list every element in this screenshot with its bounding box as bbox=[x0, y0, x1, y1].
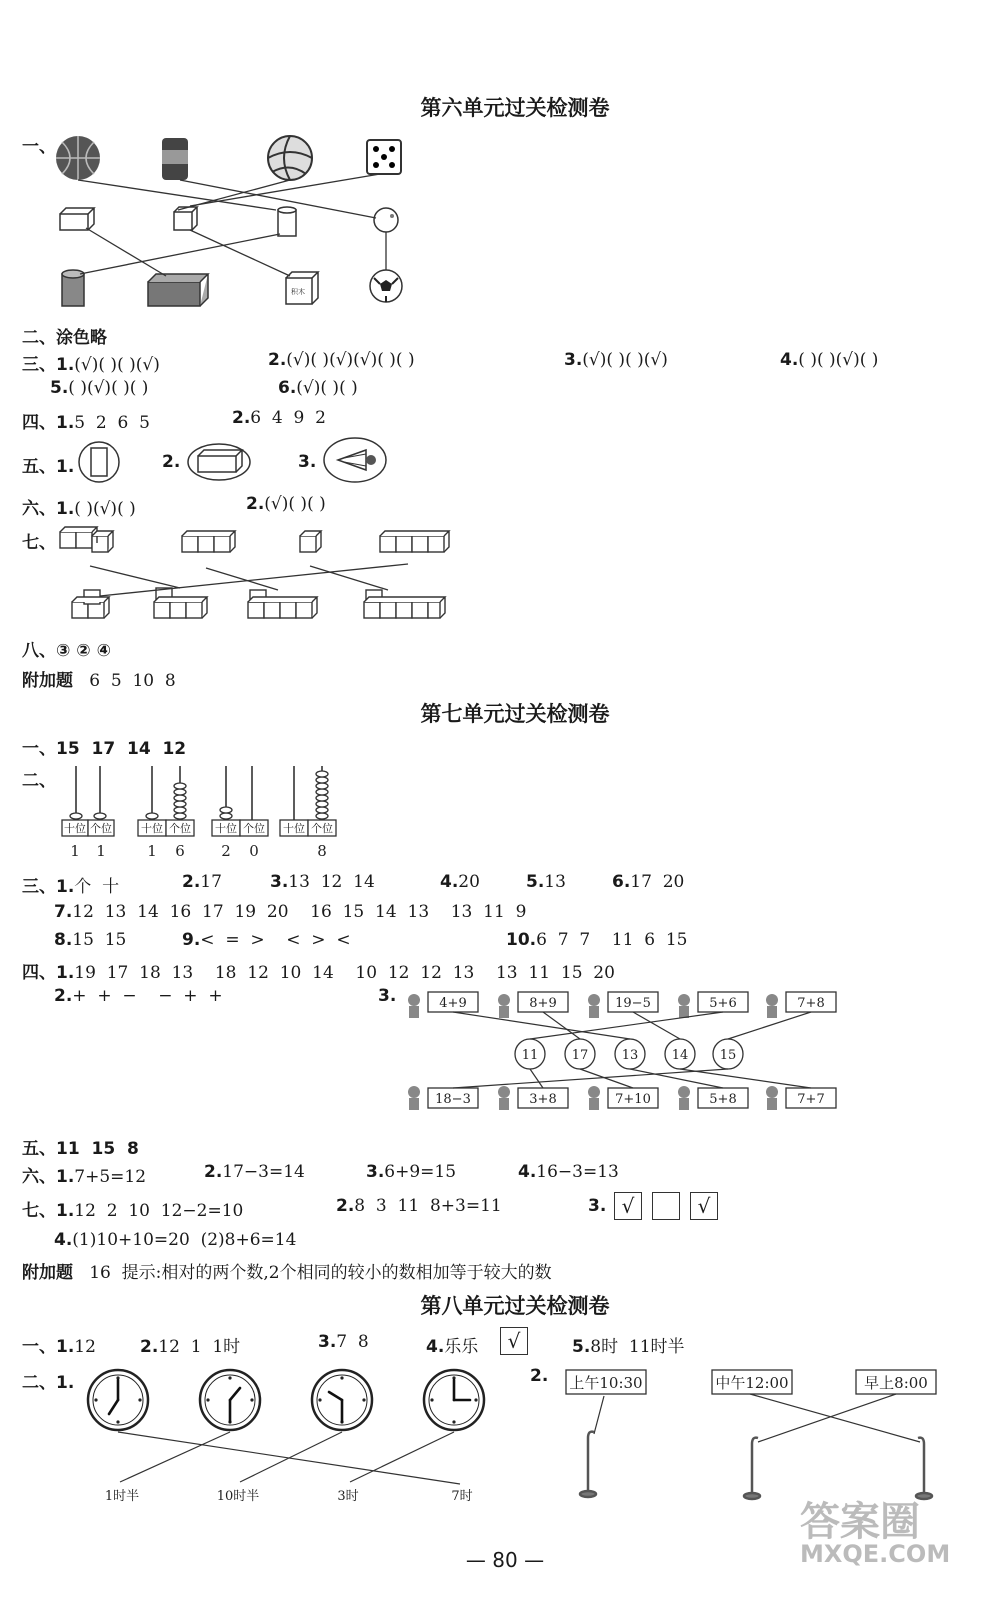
cylinder-big-icon bbox=[62, 270, 84, 306]
cuboid-small-icon bbox=[60, 208, 94, 230]
circled-shuttlecock-icon bbox=[322, 436, 388, 484]
cube-matching-lines bbox=[90, 564, 408, 596]
abacus2-ones-label: 个位 bbox=[169, 822, 191, 835]
u8-q1-4: 4.乐乐 bbox=[426, 1337, 479, 1357]
dice-icon bbox=[367, 140, 401, 174]
svg-text:11: 11 bbox=[521, 1048, 539, 1063]
basketball-icon bbox=[56, 136, 100, 180]
unit7-title: 第七单元过关检测卷 bbox=[420, 702, 610, 726]
circled-rectangle-icon bbox=[76, 440, 122, 484]
svg-text:5+6: 5+6 bbox=[709, 996, 737, 1011]
u8-q1-5: 5.8时 11时半 bbox=[572, 1337, 685, 1357]
matching-lines bbox=[78, 174, 386, 276]
circled-cuboid-icon bbox=[186, 442, 252, 482]
u7-q3-10: 10.6 7 7 11 6 15 bbox=[506, 930, 688, 950]
lamp-post-icons bbox=[580, 1432, 932, 1499]
u6-q7-cubes-figure bbox=[56, 518, 456, 628]
abacus1-tens-label: 十位 bbox=[64, 822, 86, 835]
gift-box-icon bbox=[286, 272, 318, 304]
u7-q4-2: 2.+ + − − + + bbox=[54, 986, 223, 1006]
cylinder-small-icon bbox=[278, 207, 296, 236]
u7-q1: 一、15 17 14 12 bbox=[22, 739, 187, 759]
abacus3-tens: 2 bbox=[221, 842, 231, 860]
u8-q1-1: 一、1.12 bbox=[22, 1337, 96, 1357]
watermark-logo: 答案圈 bbox=[800, 1499, 920, 1545]
svg-text:7+10: 7+10 bbox=[615, 1092, 651, 1107]
svg-text:7+8: 7+8 bbox=[797, 996, 825, 1011]
cube-row5-icon bbox=[364, 590, 445, 618]
u8-q1-check-box: √ bbox=[500, 1327, 528, 1355]
u6-q3-5: 5.( )(√)( )( ) bbox=[50, 378, 149, 398]
u6-q3-2: 2.(√)( )(√)(√)( )( ) bbox=[268, 350, 415, 370]
u7-q2-label: 二、 bbox=[22, 771, 56, 791]
u7-q6-3: 3.6+9=15 bbox=[366, 1162, 457, 1182]
sign-label-1: 上午10:30 bbox=[569, 1374, 643, 1392]
cube-small-icon bbox=[174, 207, 197, 230]
svg-text:13: 13 bbox=[621, 1048, 639, 1063]
abacus1-ones: 1 bbox=[96, 842, 106, 860]
u7-q3-1: 三、1.个 十 bbox=[22, 877, 120, 897]
u7-q3-4: 4.20 bbox=[440, 872, 480, 892]
check-box-2 bbox=[652, 1192, 680, 1220]
u7-q3-6: 6.17 20 bbox=[612, 872, 685, 892]
u6-q4-1: 四、1.5 2 6 5 bbox=[22, 413, 150, 433]
svg-text:14: 14 bbox=[671, 1048, 689, 1063]
u7-q7-1: 七、1.12 2 10 12−2=10 bbox=[22, 1201, 244, 1221]
u6-q3-row1: 三、1.(√)( )( )(√) bbox=[22, 355, 160, 375]
svg-text:15: 15 bbox=[719, 1048, 737, 1063]
u6-q8: 八、③ ② ④ bbox=[22, 641, 112, 661]
u6-q1-label: 一、 bbox=[22, 137, 56, 157]
abacus1-ones-label: 个位 bbox=[90, 822, 112, 835]
sign-label-3: 早上8:00 bbox=[864, 1374, 928, 1392]
u6-q2: 二、涂色略 bbox=[22, 328, 107, 348]
u6-q3-4: 4.( )( )(√)( ) bbox=[780, 350, 879, 370]
abacus2-ones: 6 bbox=[175, 842, 185, 860]
u7-q4-3-figure bbox=[404, 986, 844, 1122]
u7-q7-4: 4.(1)10+10=20 (2)8+6=14 bbox=[54, 1230, 297, 1250]
u6-q3-6: 6.(√)( )( ) bbox=[278, 378, 358, 398]
u6-q5: 五、1. bbox=[22, 457, 75, 477]
u7-abacus-figure bbox=[56, 762, 356, 862]
soccer-ball-icon bbox=[370, 270, 402, 302]
u7-q6-1: 六、1.7+5=12 bbox=[22, 1167, 147, 1187]
svg-text:4+9: 4+9 bbox=[439, 996, 467, 1011]
abacus4-tens-label: 十位 bbox=[283, 822, 305, 835]
svg-text:17: 17 bbox=[571, 1048, 589, 1063]
u6-q5-2-num: 2. bbox=[162, 452, 181, 472]
u7-q3-3: 3.13 12 14 bbox=[270, 872, 375, 892]
u7-q6-2: 2.17−3=14 bbox=[204, 1162, 305, 1182]
cube-row4b-icon bbox=[248, 590, 317, 618]
cube-stack-icon bbox=[60, 527, 113, 552]
u6-q3-label: 三、 bbox=[22, 355, 56, 375]
unit8-title: 第八单元过关检测卷 bbox=[420, 1294, 610, 1318]
sphere-small-icon bbox=[374, 208, 398, 232]
box-big-icon bbox=[148, 274, 208, 306]
abacus4-ones: 8 bbox=[317, 842, 327, 860]
u7-q6-4: 4.16−3=13 bbox=[518, 1162, 619, 1182]
u7-q4-3-num: 3. bbox=[378, 986, 397, 1006]
svg-text:7+7: 7+7 bbox=[797, 1092, 825, 1107]
abacus4-ones-label: 个位 bbox=[311, 822, 333, 835]
u7-q7-2: 2.8 3 11 8+3=11 bbox=[336, 1196, 502, 1216]
u6-q1-matching-figure bbox=[40, 128, 440, 318]
u7-q4-1: 四、1.19 17 18 13 18 12 10 14 10 12 12 13 13 11 15 20 bbox=[22, 963, 615, 983]
u8-clocks-figure bbox=[80, 1366, 500, 1506]
cube-l-icon bbox=[154, 588, 207, 618]
u8-q1-3: 3.7 8 bbox=[318, 1332, 369, 1352]
u8-q1-2: 2.12 1 1时 bbox=[140, 1337, 241, 1357]
u7-q3-9: 9.< = > < > < bbox=[182, 930, 351, 950]
cube-pair-icon bbox=[72, 590, 109, 618]
clock-label-4: 7时 bbox=[451, 1489, 473, 1504]
u7-q3-2: 2.17 bbox=[182, 872, 222, 892]
cube-row4-icon bbox=[380, 531, 449, 552]
cube-row3-icon bbox=[182, 531, 235, 552]
volleyball-icon bbox=[268, 136, 312, 180]
u8-q2-2-num: 2. bbox=[530, 1366, 549, 1386]
u7-q7-3-num: 3. bbox=[588, 1196, 607, 1216]
sign-label-2: 中午12:00 bbox=[715, 1374, 789, 1392]
u6-q6-1: 六、1.( )(√)( ) bbox=[22, 499, 136, 519]
check-box-1: √ bbox=[614, 1192, 642, 1220]
page-number: — 80 — bbox=[465, 1548, 545, 1572]
svg-text:19−5: 19−5 bbox=[615, 996, 651, 1011]
svg-text:5+8: 5+8 bbox=[709, 1092, 737, 1107]
svg-text:18−3: 18−3 bbox=[435, 1092, 471, 1107]
abacus2-tens: 1 bbox=[147, 842, 157, 860]
abacus3-ones-label: 个位 bbox=[243, 822, 265, 835]
u6-q5-3-num: 3. bbox=[298, 452, 317, 472]
u6-q3-3: 3.(√)( )( )(√) bbox=[564, 350, 668, 370]
clock-label-3: 3时 bbox=[337, 1489, 359, 1504]
svg-text:3+8: 3+8 bbox=[529, 1092, 557, 1107]
cube-single-icon bbox=[300, 531, 321, 552]
clock-label-1: 1时半 bbox=[104, 1489, 140, 1504]
abacus1-tens: 1 bbox=[70, 842, 80, 860]
u8-q2-1-label: 二、1. bbox=[22, 1373, 75, 1393]
u8-signs-figure bbox=[560, 1364, 950, 1504]
unit6-title: 第六单元过关检测卷 bbox=[420, 96, 610, 120]
u7-q3-5: 5.13 bbox=[526, 872, 566, 892]
watermark-url: MXQE.COM bbox=[800, 1540, 951, 1568]
u7-extra: 附加题 16 提示:相对的两个数,2个相同的较小的数相加等于较大的数 bbox=[22, 1263, 552, 1283]
abacus3-ones: 0 bbox=[249, 842, 259, 860]
u6-q4-2: 2.6 4 9 2 bbox=[232, 408, 326, 428]
u7-q3-7: 7.12 13 14 16 17 19 20 16 15 14 13 13 11 9 bbox=[54, 902, 527, 922]
svg-text:8+9: 8+9 bbox=[529, 996, 557, 1011]
u7-q5: 五、11 15 8 bbox=[22, 1139, 139, 1159]
u7-q3-8: 8.15 15 bbox=[54, 930, 127, 950]
u6-q6-2: 2.(√)( )( ) bbox=[246, 494, 326, 514]
can-icon bbox=[162, 138, 188, 180]
u6-q7-label: 七、 bbox=[22, 533, 56, 553]
u6-extra: 附加题 6 5 10 8 bbox=[22, 671, 176, 691]
svg-text:积木: 积木 bbox=[291, 288, 305, 296]
abacus2-tens-label: 十位 bbox=[141, 822, 163, 835]
clock-label-2: 10时半 bbox=[216, 1489, 260, 1504]
check-box-3: √ bbox=[690, 1192, 718, 1220]
abacus3-tens-label: 十位 bbox=[215, 822, 237, 835]
u7-q7-3-boxes bbox=[614, 1192, 718, 1220]
clock-matching-lines bbox=[118, 1432, 460, 1484]
